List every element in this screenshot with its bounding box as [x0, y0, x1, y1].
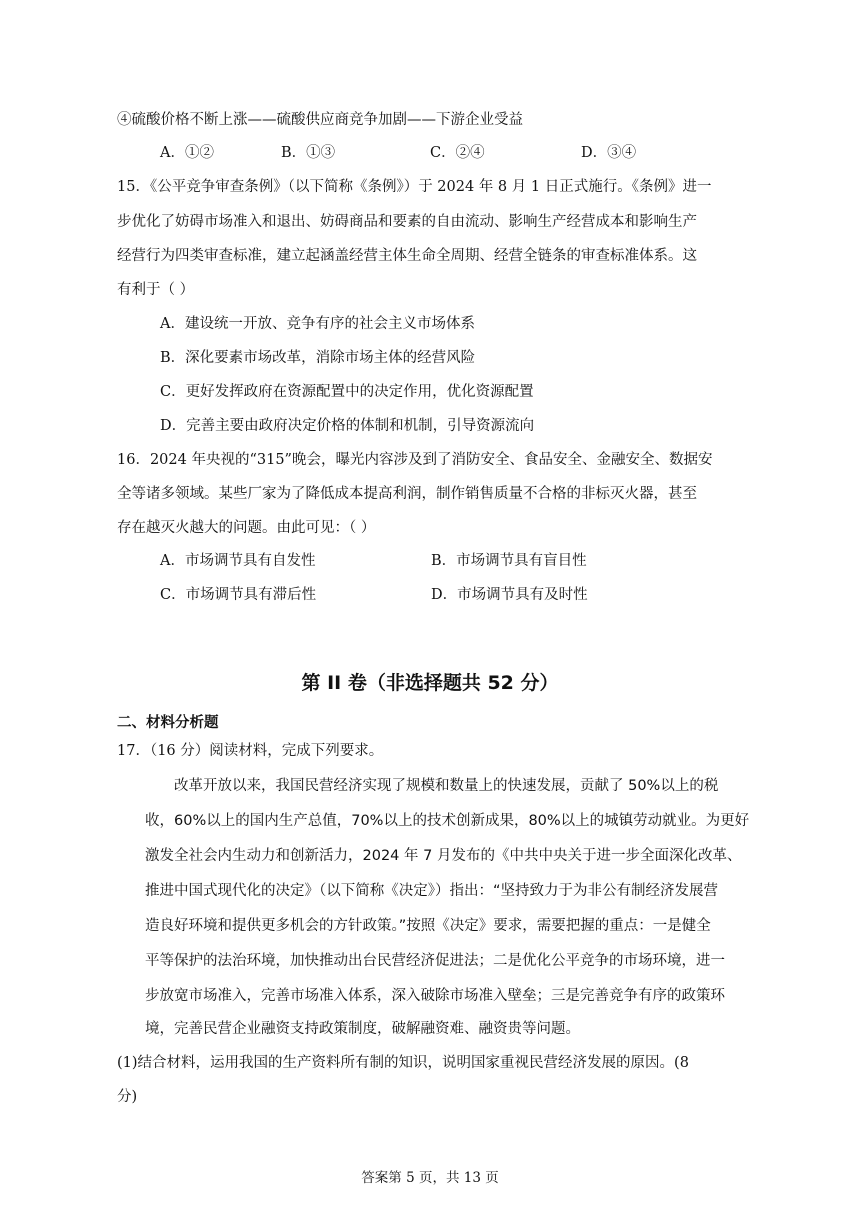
q15-stem-line-4: 有利于（ ） — [117, 282, 195, 298]
q17-material-line-6: 平等保护的法治环境，加快推动出台民营经济促进法；二是优化公平竞争的市场环境，进一 — [145, 953, 725, 969]
q15-option-c: C．更好发挥政府在资源配置中的决定作用，优化资源配置 — [160, 384, 534, 400]
q16-option-b: B．市场调节具有盲目性 — [431, 553, 587, 569]
q15-stem-line-2: 步优化了妨碍市场准入和退出、妨碍商品和要素的自由流动、影响生产经营成本和影响生产 — [117, 214, 697, 230]
section-heading: 二、材料分析题 — [117, 715, 219, 731]
q17-material-line-7: 步放宽市场准入，完善市场准入体系，深入破除市场准入壁垒；三是完善竞争有序的政策环 — [145, 988, 725, 1004]
q17-material-line-5: 造良好环境和提供更多机会的方针政策。”按照《决定》要求，需要把握的重点：一是健全 — [145, 918, 711, 934]
q17-material-line-2: 收，60%以上的国内生产总值，70%以上的技术创新成果，80%以上的城镇劳动就业。为更好 — [145, 813, 750, 829]
q14-item-4: ④硫酸价格不断上涨——硫酸供应商竞争加剧——下游企业受益 — [117, 112, 523, 128]
q17-material-line-8: 境，完善民营企业融资支持政策制度，破解融资难、融资贵等问题。 — [145, 1021, 580, 1037]
q16-option-c: C．市场调节具有滞后性 — [160, 587, 317, 603]
q17-material-line-3: 激发全社会内生动力和创新活力，2024 年 7 月发布的《中共中央关于进一步全面深化改革、 — [145, 848, 742, 864]
q16-stem-line-3: 存在越灭火越大的问题。由此可见：（ ） — [117, 520, 376, 536]
q17-material-line-4: 推进中国式现代化的决定》（以下简称《决定》）指出：“坚持致力于为非公有制经济发展营 — [145, 883, 719, 899]
q17-intro: 17．（16 分）阅读材料，完成下列要求。 — [117, 743, 384, 759]
q14-option-c: C．②④ — [430, 145, 485, 161]
q17-material-line-1: 改革开放以来，我国民营经济实现了规模和数量上的快速发展，贡献了 50%以上的税 — [174, 778, 719, 794]
q16-stem-line-1: 16．2024 年央视的“315”晚会，曝光内容涉及到了消防安全、食品安全、金融安全、数据安 — [117, 452, 713, 468]
q16-option-d: D．市场调节具有及时性 — [431, 587, 588, 603]
q15-option-b: B．深化要素市场改革，消除市场主体的经营风险 — [160, 350, 476, 366]
page-footer: 答案第 5 页，共 13 页 — [361, 1170, 499, 1186]
q15-option-a: A．建设统一开放、竞争有序的社会主义市场体系 — [160, 316, 475, 332]
q15-stem-line-1: 15．《公平竞争审查条例》（以下简称《条例》）于 2024 年 8 月 1 日正式施行。《条例》进一 — [117, 179, 712, 195]
q14-option-b: B．①③ — [281, 145, 336, 161]
q15-stem-line-3: 经营行为四类审查标准，建立起涵盖经营主体生命全周期、经营全链条的审查标准体系。这 — [117, 248, 697, 264]
q14-option-d: D．③④ — [581, 145, 637, 161]
q17-sub-question-line-1: (1)结合材料，运用我国的生产资料所有制的知识，说明国家重视民营经济发展的原因。(8 — [117, 1055, 689, 1071]
q16-option-a: A．市场调节具有自发性 — [160, 553, 316, 569]
part-2-heading: 第 II 卷（非选择题共 52 分） — [301, 672, 559, 694]
q15-option-d: D．完善主要由政府决定价格的体制和机制，引导资源流向 — [160, 418, 535, 434]
q16-stem-line-2: 全等诸多领域。某些厂家为了降低成本提高利润，制作销售质量不合格的非标灭火器，甚至 — [117, 486, 697, 502]
q14-option-a: A．①② — [160, 145, 214, 161]
q17-sub-question-line-2: 分) — [117, 1089, 138, 1105]
